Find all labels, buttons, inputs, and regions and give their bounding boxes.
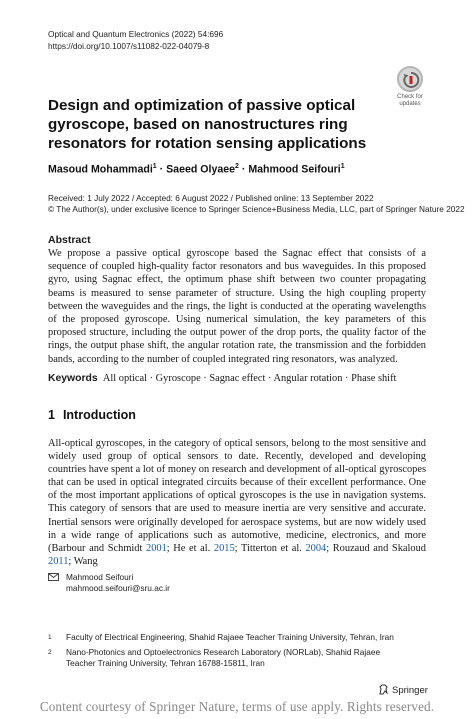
keywords-list: All optical · Gyroscope · Sagnac effect · Angular rotation · Phase shift [102,373,397,384]
corresponding-author-name: Mahmood Seifouri [66,572,134,582]
author-separator: · [238,163,249,176]
citation-link[interactable]: 2001 [146,542,167,554]
author-separator: · [156,163,167,176]
keywords-label: Keywords [48,373,98,384]
section-number: 1 [48,408,55,422]
abstract-heading: Abstract [48,234,91,246]
doi-link[interactable]: https://doi.org/10.1007/s11082-022-04079-8 [48,41,210,51]
affiliation-number: 1 [48,634,52,641]
author-name[interactable]: Mahmood Seifouri [248,163,341,176]
author-list [48,163,345,176]
author-affiliation-mark: 1 [340,163,345,170]
envelope-icon [48,572,60,583]
courtesy-notice: Content courtesy of Springer Nature, terms of use apply. Rights reserved. [39,699,435,714]
paragraph-text: ; He et al. [166,542,214,554]
journal-citation: Optical and Quantum Electronics (2022) 54:696 [48,29,224,39]
corresponding-author-email[interactable]: mahmood.seifouri@sru.ac.ir [66,583,170,593]
citation-link[interactable]: 2011 [48,555,69,567]
affiliation-text: Nano-Photonics and Optoelectronics Research Laboratory (NORLab), Shahid Rajaee Teacher Training University, Tehran 16788-15811, Iran [66,647,381,668]
publication-dates: Received: 1 July 2022 / Accepted: 6 August 2022 / Published online: 13 September 2022 [48,193,374,203]
keywords [48,373,426,384]
corresponding-author [48,572,170,594]
author-name[interactable]: Masoud Mohammadi [48,163,153,176]
check-for-updates-label: Check for updates [397,94,423,107]
publisher-logo [378,684,428,696]
author-affiliation-mark: 2 [235,163,239,170]
affiliation-item [48,632,428,643]
section-title: Introduction [62,408,136,422]
affiliation-number: 2 [48,649,52,656]
paragraph-text: All-optical gyroscopes, in the category of optical sensors, belong to the most sensitive and widely used group of optical sensors to date. Recently, developed and developing countries have spent a lot of money on research and development of all-optical gyroscopes that can be used in optical integrated circuits because of their excellent performance. One of the most important applications of optical gyroscopes is the use in navigation systems. This category of sensors that are used to measure inertia are very sensitive and accurate. Inertial sensors were originally developed for aerospace systems, but are now widely used in a wide range of applications such as automotive, medicine, electronics, and more (Barbour and Schmidt [48,438,426,554]
copyright-notice: © The Author(s), under exclusive licence to Springer Science+Business Media, LLC, part of Springer Nature 2022 [48,204,465,214]
introduction-paragraph [48,437,426,568]
paragraph-text: ; Titterton et al. [234,542,306,554]
paragraph-text: ; Wang [68,555,98,567]
publisher-name: Springer [392,685,428,696]
citation-link[interactable]: 2015 [213,542,235,554]
affiliation-text: Faculty of Electrical Engineering, Shahid Rajaee Teacher Training University, Tehran, Iran [66,632,394,642]
affiliation-item [48,647,428,669]
springer-horse-icon [378,684,389,695]
paragraph-text: ; Rouzaud and Skaloud [326,542,426,554]
author-name[interactable]: Saeed Olyaee [166,163,236,176]
abstract-text: We propose a passive optical gyroscope based the Sagnac effect that consists of a sequence of coupled high-quality factor resonators and bus waveguides. In this proposed gyro, using Sagnac effect, the optimum phase shift between two counter propagating beams is measured to sense parameter of structure. Using the high coupling property between the waveguides and the rings, the light is conducted at the operating wavelengths of the proposed gyroscope. Using numerical simulation, the key parameters of this proposed structure, including the output power of the drop ports, the quality factor of the rings, the output phase shift, the angular rotation rate, the transmission and the forbidden bands, according to the number of coupled integrated ring resonators, was analyzed. [48,248,426,365]
check-for-updates-button[interactable] [393,66,427,110]
check-for-updates-icon [397,66,423,92]
author-affiliation-mark: 1 [152,163,157,170]
section-heading [48,408,136,422]
article-title: Design and optimization of passive optical gyroscope, based on nanostructures ring resonators for rotation sensing applications [48,97,367,152]
citation-link[interactable]: 2004 [305,542,327,554]
